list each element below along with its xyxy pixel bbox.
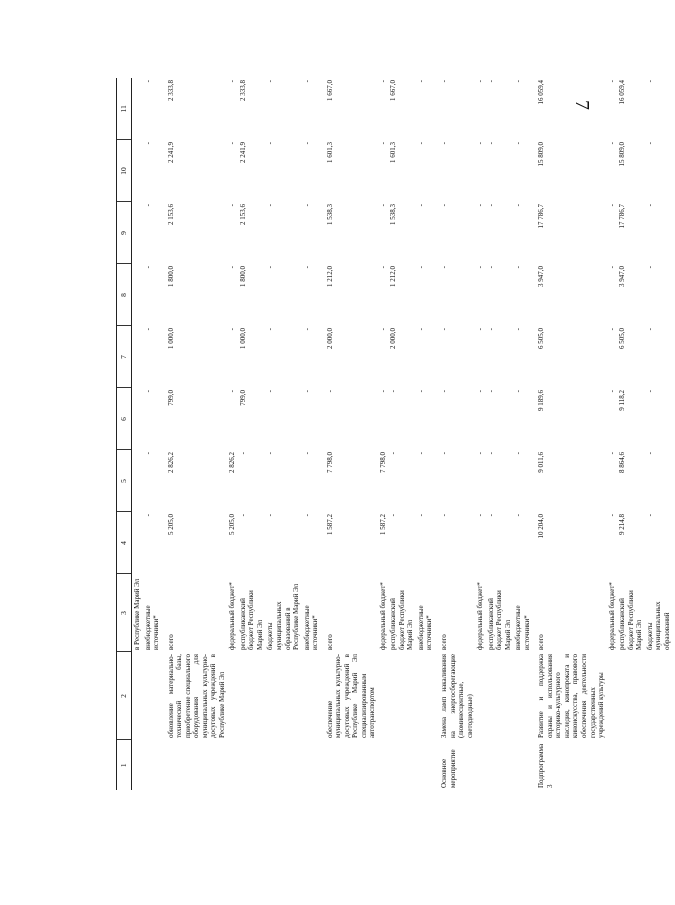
amount-cell: 1 667,0 [389, 80, 398, 101]
amount-cell: - [266, 514, 275, 517]
amount-cell: - [607, 204, 616, 207]
amount-cell: - [607, 80, 616, 83]
amount-cell: - [266, 390, 275, 393]
amount-cell: - [607, 452, 616, 455]
amount-cell: - [302, 204, 311, 207]
amount-cell: 3 947,0 [618, 266, 627, 287]
amount-cell: - [143, 80, 152, 83]
funding-source-cell: всего [537, 634, 546, 650]
program-level-cell [617, 740, 645, 790]
funding-source-cell: всего [325, 634, 334, 650]
amount-cell: - [476, 204, 485, 207]
amount-cell: - [378, 266, 387, 269]
amount-cell: - [476, 328, 485, 331]
amount-cell: - [476, 142, 485, 145]
column-number-row [117, 78, 132, 790]
amount-cell: 1 000,0 [238, 328, 247, 349]
program-level-cell [513, 740, 532, 790]
column-number: 11 [117, 78, 132, 140]
amount-cell: 1 212,0 [325, 266, 334, 287]
amount-cell: - [266, 80, 275, 83]
amount-cell: 9 011,6 [537, 452, 546, 473]
amount-cell: - [607, 390, 616, 393]
amount-cell: 2 333,8 [166, 80, 175, 101]
funding-source-cell: всего [440, 634, 448, 650]
program-level-cell [475, 740, 486, 790]
amount-cell: 2 241,9 [238, 142, 247, 163]
amount-cell: 15 809,0 [618, 142, 627, 167]
amount-cell: - [325, 390, 334, 393]
funding-source-cell: в Республике Марий Эл [133, 578, 141, 650]
amount-cell: - [440, 266, 448, 269]
amount-cell: - [378, 80, 387, 83]
amount-cell: - [416, 80, 425, 83]
column-number: 7 [117, 326, 132, 388]
amount-cell: - [645, 328, 654, 331]
amount-cell: - [607, 328, 616, 331]
amount-cell: - [514, 142, 523, 145]
amount-cell: - [645, 452, 654, 455]
activity-name-cell [388, 652, 416, 740]
amount-cell: 1 587,2 [378, 514, 387, 535]
table-row [132, 78, 143, 790]
column-number: 5 [117, 450, 132, 512]
funding-source-cell: федеральный бюджет* [607, 582, 616, 650]
funding-source-cell: республиканский бюджет Республики Марий Эл [389, 590, 415, 650]
funding-source-cell: федеральный бюджет* [378, 582, 387, 650]
amount-cell: - [486, 452, 495, 455]
program-level-cell: Основное мероприятие [440, 749, 457, 788]
amount-cell: 1 587,2 [325, 514, 334, 535]
amount-cell: - [143, 142, 152, 145]
amount-cell: 5 205,0 [166, 514, 175, 535]
amount-cell: - [476, 452, 485, 455]
amount-cell: - [266, 266, 275, 269]
table-row [227, 78, 238, 790]
amount-cell: 2 153,6 [166, 204, 175, 225]
amount-cell: - [486, 390, 495, 393]
table-row [486, 78, 514, 790]
amount-cell: - [440, 514, 448, 517]
column-number: 1 [117, 740, 132, 790]
amount-cell: - [389, 452, 398, 455]
column-number: 4 [117, 512, 132, 574]
funding-source-cell: республиканский бюджет Республики Марий Эл [486, 590, 512, 650]
funding-source-cell: республиканский бюджет Республики Марий Эл [618, 590, 644, 650]
table-row [513, 78, 532, 790]
program-level-cell [416, 740, 435, 790]
activity-name-cell: обновление материально-технической базы, приобретение специального оборудования для муниципальных культурно-досуговых учреждений в Республике Марий Эл [166, 654, 226, 738]
amount-cell: 1 800,0 [238, 266, 247, 287]
amount-cell: - [486, 80, 495, 83]
table-row [532, 78, 606, 790]
amount-cell [132, 140, 143, 202]
funding-source-cell: бюджеты муниципальных образований в Республике Марий Эл [266, 583, 301, 650]
amount-cell: - [143, 266, 152, 269]
amount-cell: - [302, 390, 311, 393]
amount-cell: - [440, 80, 448, 83]
amount-cell: - [514, 266, 523, 269]
amount-cell: - [476, 514, 485, 517]
amount-cell: - [486, 328, 495, 331]
amount-cell: 2 826,2 [228, 452, 237, 473]
amount-cell: 17 786,7 [618, 204, 627, 229]
amount-cell: 1 538,3 [389, 204, 398, 225]
amount-cell: - [238, 514, 247, 517]
amount-cell: - [378, 204, 387, 207]
amount-cell: - [514, 204, 523, 207]
activity-name-cell [227, 652, 238, 740]
amount-cell: 2 000,0 [389, 328, 398, 349]
amount-cell: - [476, 80, 485, 83]
program-level-cell [227, 740, 238, 790]
amount-cell: - [416, 142, 425, 145]
activity-name-cell [475, 652, 486, 740]
table-row [617, 78, 645, 790]
financing-table-rotated [116, 78, 671, 790]
amount-cell: - [440, 452, 448, 455]
column-number: 10 [117, 140, 132, 202]
program-level-cell: Подпрограмма 3 [537, 743, 554, 788]
activity-name-cell [416, 652, 435, 740]
amount-cell: 1 538,3 [325, 204, 334, 225]
amount-cell: - [378, 328, 387, 331]
amount-cell: 9 118,2 [618, 390, 627, 411]
funding-source-cell: бюджеты муниципальных образований [645, 601, 671, 650]
program-level-cell [388, 740, 416, 790]
amount-cell: - [607, 266, 616, 269]
amount-cell: 2 153,6 [238, 204, 247, 225]
amount-cell: - [645, 142, 654, 145]
amount-cell: 15 809,0 [537, 142, 546, 167]
program-level-cell [607, 740, 618, 790]
amount-cell: 799,0 [238, 390, 247, 406]
amount-cell: - [143, 328, 152, 331]
column-number: 2 [117, 652, 132, 740]
amount-cell: - [486, 204, 495, 207]
amount-cell: - [440, 328, 448, 331]
activity-name-cell [132, 652, 143, 740]
table-row [435, 78, 475, 790]
amount-cell: - [514, 514, 523, 517]
activity-name-cell [265, 652, 301, 740]
amount-cell: 2 826,2 [166, 452, 175, 473]
amount-cell [132, 512, 143, 574]
amount-cell: - [645, 390, 654, 393]
amount-cell: 1 212,0 [389, 266, 398, 287]
amount-cell: - [378, 142, 387, 145]
activity-name-cell: Развитие и поддержка охраны и использования историко-культурного наследия, кинопроката и киноискусства, правового обеспечения деятельности государственных учреждений культуры [537, 654, 606, 738]
amount-cell: - [378, 390, 387, 393]
amount-cell: 7 798,0 [378, 452, 387, 473]
amount-cell: - [228, 266, 237, 269]
amount-cell: 9 214,8 [618, 514, 627, 535]
amount-cell: - [476, 390, 485, 393]
program-level-cell [321, 740, 378, 790]
activity-name-cell [238, 652, 266, 740]
amount-cell: - [266, 142, 275, 145]
amount-cell: - [302, 142, 311, 145]
amount-cell: - [486, 514, 495, 517]
activity-name-cell [617, 652, 645, 740]
table-row [607, 78, 618, 790]
amount-cell: 7 798,0 [325, 452, 334, 473]
program-level-cell [143, 740, 162, 790]
amount-cell: 1 800,0 [166, 266, 175, 287]
amount-cell: - [302, 328, 311, 331]
funding-source-cell: всего [166, 634, 175, 650]
amount-cell: - [645, 514, 654, 517]
table-body [117, 78, 675, 790]
amount-cell: - [389, 514, 398, 517]
column-number: 3 [117, 574, 132, 652]
amount-cell [132, 450, 143, 512]
column-number: 8 [117, 264, 132, 326]
amount-cell: - [143, 390, 152, 393]
table-row [143, 78, 162, 790]
activity-name-cell [486, 652, 514, 740]
funding-source-cell: внебюджетные источники* [416, 605, 434, 650]
amount-cell: - [486, 266, 495, 269]
activity-name-cell [143, 652, 162, 740]
amount-cell: - [514, 80, 523, 83]
amount-cell: - [302, 514, 311, 517]
amount-cell: - [476, 266, 485, 269]
program-level-cell [265, 740, 301, 790]
amount-cell: - [440, 204, 448, 207]
activity-name-cell [607, 652, 618, 740]
amount-cell: 1 601,3 [325, 142, 334, 163]
amount-cell: 16 059,4 [537, 80, 546, 105]
amount-cell: - [486, 142, 495, 145]
amount-cell: - [645, 204, 654, 207]
amount-cell: 799,0 [166, 390, 175, 406]
amount-cell: 5 205,0 [228, 514, 237, 535]
amount-cell: - [416, 390, 425, 393]
table-row [321, 78, 378, 790]
financing-table [116, 78, 675, 790]
amount-cell [132, 326, 143, 388]
amount-cell: 3 947,0 [537, 266, 546, 287]
amount-cell: - [416, 514, 425, 517]
table-row [645, 78, 675, 790]
amount-cell: 6 505,0 [618, 328, 627, 349]
amount-cell: - [514, 328, 523, 331]
funding-source-cell: внебюджетные источники* [143, 605, 161, 650]
funding-source-cell: внебюджетные источники* [514, 605, 531, 650]
activity-name-cell: Замена ламп накаливания на энергосберегающие (люминесцентные, светодиодные) [440, 654, 474, 738]
table-row [238, 78, 266, 790]
amount-cell: - [389, 390, 398, 393]
amount-cell: - [143, 452, 152, 455]
table-row [302, 78, 321, 790]
amount-cell: - [228, 80, 237, 83]
table-row [265, 78, 301, 790]
program-level-cell [486, 740, 514, 790]
table-row [378, 78, 389, 790]
amount-cell [132, 264, 143, 326]
funding-source-cell: республиканский бюджет Республики Марий Эл [238, 590, 264, 650]
amount-cell: - [302, 80, 311, 83]
amount-cell: 1 000,0 [166, 328, 175, 349]
amount-cell: - [607, 142, 616, 145]
funding-source-cell: внебюджетные источники* [302, 605, 320, 650]
amount-cell: - [228, 142, 237, 145]
activity-name-cell [302, 652, 321, 740]
program-level-cell [645, 740, 675, 790]
amount-cell: 2 000,0 [325, 328, 334, 349]
amount-cell: - [266, 204, 275, 207]
amount-cell [132, 202, 143, 264]
amount-cell: 2 333,8 [238, 80, 247, 101]
activity-name-cell: обеспечение муниципальных культурно-досуговых учреждений в Республике Марий Эл специализированным автотранспортом [325, 654, 377, 738]
amount-cell: - [416, 452, 425, 455]
amount-cell: 1 601,3 [389, 142, 398, 163]
amount-cell: - [143, 514, 152, 517]
amount-cell: - [302, 266, 311, 269]
amount-cell: - [514, 390, 523, 393]
amount-cell: 9 189,6 [537, 390, 546, 411]
amount-cell: - [514, 452, 523, 455]
table-row [475, 78, 486, 790]
activity-name-cell [513, 652, 532, 740]
amount-cell: - [143, 204, 152, 207]
column-number: 9 [117, 202, 132, 264]
amount-cell: 17 786,7 [537, 204, 546, 229]
amount-cell: - [266, 452, 275, 455]
amount-cell: - [302, 452, 311, 455]
amount-cell: 10 204,0 [537, 514, 546, 539]
column-number: 6 [117, 388, 132, 450]
amount-cell: - [416, 328, 425, 331]
amount-cell: - [440, 390, 448, 393]
program-level-cell [378, 740, 389, 790]
page-number: 7 [571, 100, 593, 110]
amount-cell [132, 78, 143, 140]
activity-name-cell [645, 652, 675, 740]
amount-cell: - [416, 204, 425, 207]
amount-cell: 6 505,0 [537, 328, 546, 349]
amount-cell: - [416, 266, 425, 269]
funding-source-cell: федеральный бюджет* [228, 582, 237, 650]
amount-cell: 2 241,9 [166, 142, 175, 163]
amount-cell: - [607, 514, 616, 517]
table-row [388, 78, 416, 790]
program-level-cell [162, 740, 228, 790]
funding-source-cell: федеральный бюджет* [476, 582, 485, 650]
amount-cell: - [266, 328, 275, 331]
program-level-cell [302, 740, 321, 790]
amount-cell: - [238, 452, 247, 455]
program-level-cell [238, 740, 266, 790]
amount-cell: 16 059,4 [618, 80, 627, 105]
table-row [416, 78, 435, 790]
amount-cell: - [228, 204, 237, 207]
amount-cell: - [440, 142, 448, 145]
amount-cell: - [228, 328, 237, 331]
amount-cell [132, 388, 143, 450]
amount-cell: - [645, 80, 654, 83]
amount-cell: - [645, 266, 654, 269]
amount-cell: 1 667,0 [325, 80, 334, 101]
program-level-cell [132, 740, 143, 790]
amount-cell: - [228, 390, 237, 393]
table-row [162, 78, 228, 790]
activity-name-cell [378, 652, 389, 740]
amount-cell: 8 864,6 [618, 452, 627, 473]
